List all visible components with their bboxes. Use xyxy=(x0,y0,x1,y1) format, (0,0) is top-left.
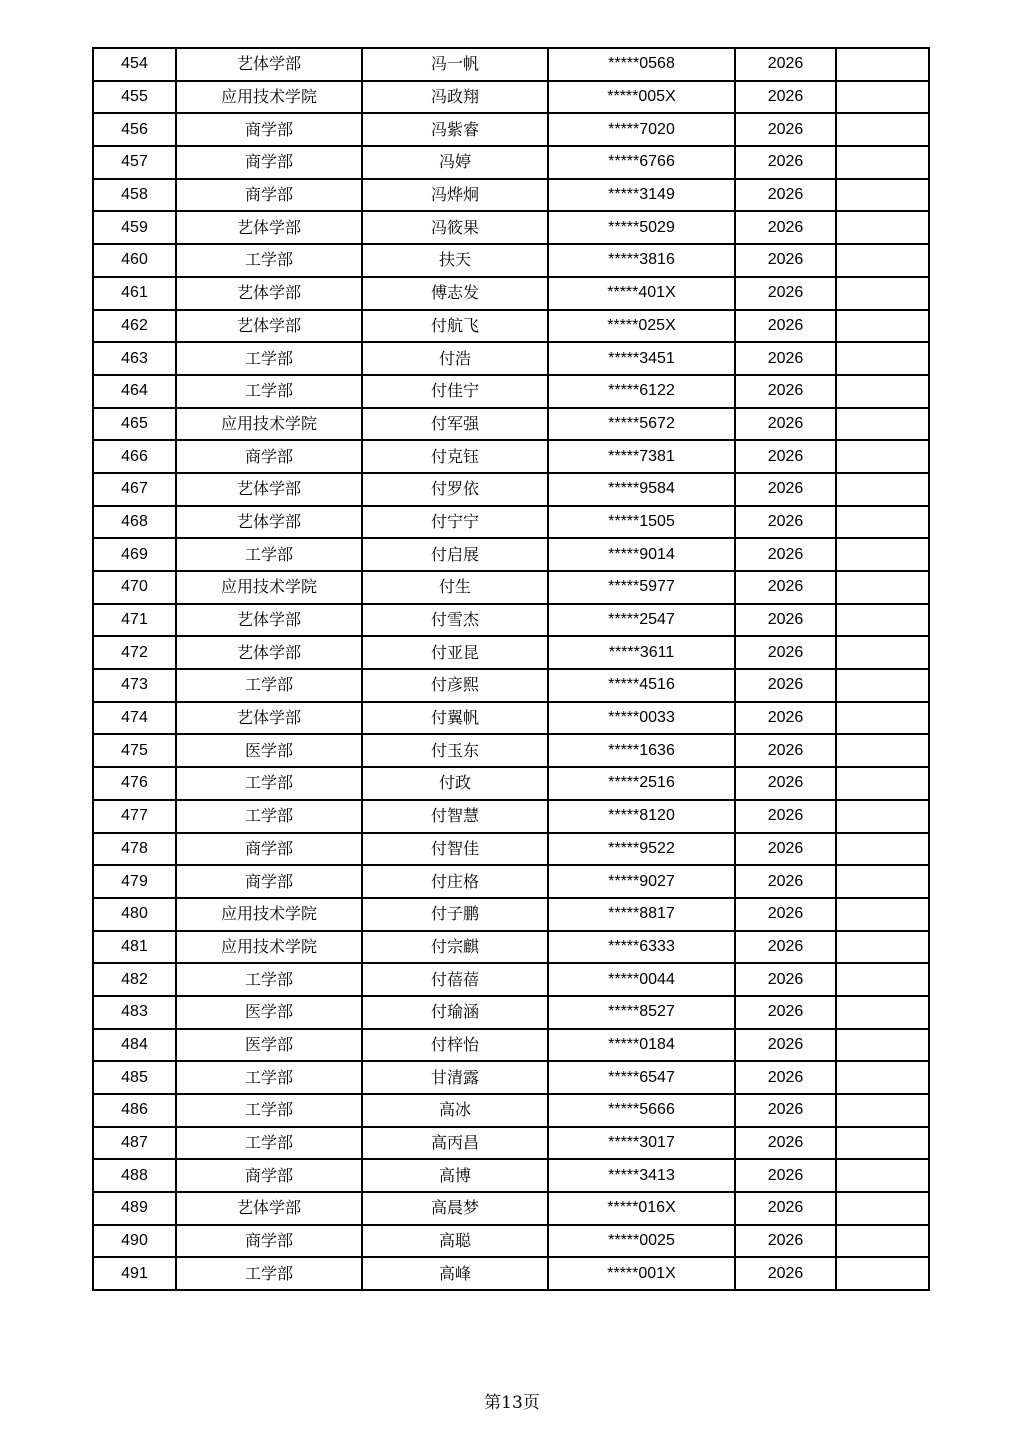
department-cell: 商学部 xyxy=(176,1159,362,1192)
department-cell: 医学部 xyxy=(176,734,362,767)
masked-id-cell: *****3413 xyxy=(548,1159,735,1192)
row-number-cell: 483 xyxy=(93,996,176,1029)
remark-cell xyxy=(836,1225,929,1258)
remark-cell xyxy=(836,767,929,800)
student-name-cell: 扶天 xyxy=(362,244,548,277)
remark-cell xyxy=(836,1094,929,1127)
remark-cell xyxy=(836,473,929,506)
row-number-cell: 462 xyxy=(93,310,176,343)
row-number-cell: 484 xyxy=(93,1029,176,1062)
masked-id-cell: *****6547 xyxy=(548,1061,735,1094)
row-number-cell: 467 xyxy=(93,473,176,506)
student-name-cell: 付浩 xyxy=(362,342,548,375)
masked-id-cell: *****7020 xyxy=(548,113,735,146)
table-row xyxy=(93,342,929,375)
student-name-cell: 冯政翔 xyxy=(362,81,548,114)
student-name-cell: 付宁宁 xyxy=(362,506,548,539)
year-cell: 2026 xyxy=(735,1127,836,1160)
remark-cell xyxy=(836,277,929,310)
table-row xyxy=(93,375,929,408)
table-row xyxy=(93,604,929,637)
remark-cell xyxy=(836,800,929,833)
remark-cell xyxy=(836,211,929,244)
department-cell: 艺体学部 xyxy=(176,48,362,81)
year-cell: 2026 xyxy=(735,865,836,898)
table-row xyxy=(93,734,929,767)
masked-id-cell: *****4516 xyxy=(548,669,735,702)
masked-id-cell: *****0184 xyxy=(548,1029,735,1062)
student-name-cell: 付玉东 xyxy=(362,734,548,767)
year-cell: 2026 xyxy=(735,931,836,964)
masked-id-cell: *****005X xyxy=(548,81,735,114)
year-cell: 2026 xyxy=(735,604,836,637)
year-cell: 2026 xyxy=(735,636,836,669)
student-name-cell: 付庄格 xyxy=(362,865,548,898)
masked-id-cell: *****0044 xyxy=(548,963,735,996)
table-row xyxy=(93,81,929,114)
masked-id-cell: *****2547 xyxy=(548,604,735,637)
table-row xyxy=(93,800,929,833)
remark-cell xyxy=(836,146,929,179)
student-name-cell: 付佳宁 xyxy=(362,375,548,408)
department-cell: 工学部 xyxy=(176,342,362,375)
table-row xyxy=(93,408,929,441)
row-number-cell: 466 xyxy=(93,440,176,473)
remark-cell xyxy=(836,244,929,277)
remark-cell xyxy=(836,1029,929,1062)
table-row xyxy=(93,1159,929,1192)
row-number-cell: 486 xyxy=(93,1094,176,1127)
year-cell: 2026 xyxy=(735,81,836,114)
year-cell: 2026 xyxy=(735,767,836,800)
row-number-cell: 487 xyxy=(93,1127,176,1160)
year-cell: 2026 xyxy=(735,669,836,702)
student-name-cell: 冯婷 xyxy=(362,146,548,179)
year-cell: 2026 xyxy=(735,277,836,310)
remark-cell xyxy=(836,342,929,375)
year-cell: 2026 xyxy=(735,1029,836,1062)
remark-cell xyxy=(836,931,929,964)
student-name-cell: 付梓怡 xyxy=(362,1029,548,1062)
year-cell: 2026 xyxy=(735,375,836,408)
table-row xyxy=(93,1192,929,1225)
row-number-cell: 473 xyxy=(93,669,176,702)
student-name-cell: 付克钰 xyxy=(362,440,548,473)
remark-cell xyxy=(836,440,929,473)
masked-id-cell: *****6766 xyxy=(548,146,735,179)
table-row xyxy=(93,1257,929,1290)
student-name-cell: 付蓓蓓 xyxy=(362,963,548,996)
student-name-cell: 付宗麒 xyxy=(362,931,548,964)
masked-id-cell: *****3149 xyxy=(548,179,735,212)
student-name-cell: 高峰 xyxy=(362,1257,548,1290)
remark-cell xyxy=(836,996,929,1029)
department-cell: 应用技术学院 xyxy=(176,408,362,441)
row-number-cell: 470 xyxy=(93,571,176,604)
masked-id-cell: *****5029 xyxy=(548,211,735,244)
department-cell: 艺体学部 xyxy=(176,506,362,539)
year-cell: 2026 xyxy=(735,538,836,571)
masked-id-cell: *****025X xyxy=(548,310,735,343)
student-name-cell: 付雪杰 xyxy=(362,604,548,637)
row-number-cell: 488 xyxy=(93,1159,176,1192)
table-row xyxy=(93,146,929,179)
row-number-cell: 464 xyxy=(93,375,176,408)
masked-id-cell: *****3017 xyxy=(548,1127,735,1160)
year-cell: 2026 xyxy=(735,179,836,212)
table-row xyxy=(93,702,929,735)
masked-id-cell: *****0568 xyxy=(548,48,735,81)
remark-cell xyxy=(836,669,929,702)
student-name-cell: 高丙昌 xyxy=(362,1127,548,1160)
table-row xyxy=(93,1061,929,1094)
table-row xyxy=(93,244,929,277)
masked-id-cell: *****8120 xyxy=(548,800,735,833)
row-number-cell: 455 xyxy=(93,81,176,114)
masked-id-cell: *****2516 xyxy=(548,767,735,800)
table-row xyxy=(93,996,929,1029)
row-number-cell: 457 xyxy=(93,146,176,179)
masked-id-cell: *****3451 xyxy=(548,342,735,375)
table-row xyxy=(93,440,929,473)
remark-cell xyxy=(836,571,929,604)
table-row xyxy=(93,963,929,996)
department-cell: 商学部 xyxy=(176,440,362,473)
year-cell: 2026 xyxy=(735,1192,836,1225)
row-number-cell: 490 xyxy=(93,1225,176,1258)
masked-id-cell: *****016X xyxy=(548,1192,735,1225)
row-number-cell: 491 xyxy=(93,1257,176,1290)
table-row xyxy=(93,931,929,964)
year-cell: 2026 xyxy=(735,1061,836,1094)
table-row xyxy=(93,277,929,310)
year-cell: 2026 xyxy=(735,898,836,931)
masked-id-cell: *****3816 xyxy=(548,244,735,277)
remark-cell xyxy=(836,865,929,898)
student-name-cell: 付瑜涵 xyxy=(362,996,548,1029)
student-name-cell: 冯一帆 xyxy=(362,48,548,81)
table-row xyxy=(93,669,929,702)
row-number-cell: 478 xyxy=(93,833,176,866)
table-row xyxy=(93,538,929,571)
department-cell: 工学部 xyxy=(176,767,362,800)
row-number-cell: 472 xyxy=(93,636,176,669)
department-cell: 艺体学部 xyxy=(176,310,362,343)
student-name-cell: 付子鹏 xyxy=(362,898,548,931)
student-name-cell: 高晨梦 xyxy=(362,1192,548,1225)
table-row xyxy=(93,179,929,212)
student-name-cell: 付政 xyxy=(362,767,548,800)
remark-cell xyxy=(836,1127,929,1160)
table-row xyxy=(93,211,929,244)
department-cell: 艺体学部 xyxy=(176,1192,362,1225)
row-number-cell: 461 xyxy=(93,277,176,310)
row-number-cell: 463 xyxy=(93,342,176,375)
masked-id-cell: *****001X xyxy=(548,1257,735,1290)
row-number-cell: 465 xyxy=(93,408,176,441)
student-name-cell: 高聪 xyxy=(362,1225,548,1258)
remark-cell xyxy=(836,538,929,571)
year-cell: 2026 xyxy=(735,211,836,244)
table-row xyxy=(93,898,929,931)
masked-id-cell: *****9014 xyxy=(548,538,735,571)
year-cell: 2026 xyxy=(735,800,836,833)
remark-cell xyxy=(836,1192,929,1225)
table-row xyxy=(93,1094,929,1127)
year-cell: 2026 xyxy=(735,1257,836,1290)
remark-cell xyxy=(836,1257,929,1290)
department-cell: 工学部 xyxy=(176,1127,362,1160)
masked-id-cell: *****8527 xyxy=(548,996,735,1029)
student-name-cell: 高博 xyxy=(362,1159,548,1192)
page-number: 第13页 xyxy=(484,1393,540,1413)
department-cell: 应用技术学院 xyxy=(176,81,362,114)
department-cell: 艺体学部 xyxy=(176,604,362,637)
masked-id-cell: *****5977 xyxy=(548,571,735,604)
year-cell: 2026 xyxy=(735,734,836,767)
department-cell: 应用技术学院 xyxy=(176,571,362,604)
student-name-cell: 付军强 xyxy=(362,408,548,441)
masked-id-cell: *****9522 xyxy=(548,833,735,866)
student-name-cell: 付亚昆 xyxy=(362,636,548,669)
table-row xyxy=(93,48,929,81)
department-cell: 医学部 xyxy=(176,996,362,1029)
student-name-cell: 冯烨炯 xyxy=(362,179,548,212)
remark-cell xyxy=(836,179,929,212)
row-number-cell: 471 xyxy=(93,604,176,637)
remark-cell xyxy=(836,48,929,81)
year-cell: 2026 xyxy=(735,342,836,375)
student-name-cell: 付航飞 xyxy=(362,310,548,343)
remark-cell xyxy=(836,81,929,114)
masked-id-cell: *****1505 xyxy=(548,506,735,539)
masked-id-cell: *****6122 xyxy=(548,375,735,408)
row-number-cell: 468 xyxy=(93,506,176,539)
department-cell: 工学部 xyxy=(176,1061,362,1094)
year-cell: 2026 xyxy=(735,244,836,277)
masked-id-cell: *****401X xyxy=(548,277,735,310)
year-cell: 2026 xyxy=(735,1094,836,1127)
row-number-cell: 489 xyxy=(93,1192,176,1225)
remark-cell xyxy=(836,408,929,441)
row-number-cell: 456 xyxy=(93,113,176,146)
masked-id-cell: *****7381 xyxy=(548,440,735,473)
masked-id-cell: *****8817 xyxy=(548,898,735,931)
year-cell: 2026 xyxy=(735,310,836,343)
row-number-cell: 480 xyxy=(93,898,176,931)
department-cell: 工学部 xyxy=(176,375,362,408)
masked-id-cell: *****5666 xyxy=(548,1094,735,1127)
department-cell: 商学部 xyxy=(176,865,362,898)
department-cell: 商学部 xyxy=(176,833,362,866)
masked-id-cell: *****0025 xyxy=(548,1225,735,1258)
masked-id-cell: *****9584 xyxy=(548,473,735,506)
student-name-cell: 付罗依 xyxy=(362,473,548,506)
student-name-cell: 傅志发 xyxy=(362,277,548,310)
student-name-cell: 冯紫睿 xyxy=(362,113,548,146)
year-cell: 2026 xyxy=(735,996,836,1029)
department-cell: 艺体学部 xyxy=(176,277,362,310)
row-number-cell: 469 xyxy=(93,538,176,571)
table-row xyxy=(93,833,929,866)
masked-id-cell: *****9027 xyxy=(548,865,735,898)
department-cell: 工学部 xyxy=(176,244,362,277)
masked-id-cell: *****0033 xyxy=(548,702,735,735)
table-row xyxy=(93,1127,929,1160)
department-cell: 商学部 xyxy=(176,113,362,146)
year-cell: 2026 xyxy=(735,473,836,506)
year-cell: 2026 xyxy=(735,113,836,146)
masked-id-cell: *****3611 xyxy=(548,636,735,669)
year-cell: 2026 xyxy=(735,408,836,441)
student-name-cell: 付翼帆 xyxy=(362,702,548,735)
table-row xyxy=(93,1225,929,1258)
remark-cell xyxy=(836,898,929,931)
row-number-cell: 482 xyxy=(93,963,176,996)
department-cell: 工学部 xyxy=(176,538,362,571)
row-number-cell: 485 xyxy=(93,1061,176,1094)
table-row xyxy=(93,571,929,604)
department-cell: 应用技术学院 xyxy=(176,898,362,931)
masked-id-cell: *****1636 xyxy=(548,734,735,767)
row-number-cell: 454 xyxy=(93,48,176,81)
department-cell: 工学部 xyxy=(176,1094,362,1127)
year-cell: 2026 xyxy=(735,146,836,179)
department-cell: 艺体学部 xyxy=(176,473,362,506)
roster-body xyxy=(93,48,929,1290)
masked-id-cell: *****6333 xyxy=(548,931,735,964)
student-roster-table xyxy=(92,47,930,1291)
remark-cell xyxy=(836,963,929,996)
department-cell: 艺体学部 xyxy=(176,702,362,735)
department-cell: 艺体学部 xyxy=(176,636,362,669)
remark-cell xyxy=(836,734,929,767)
student-name-cell: 付智佳 xyxy=(362,833,548,866)
year-cell: 2026 xyxy=(735,963,836,996)
table-row xyxy=(93,767,929,800)
table-row xyxy=(93,865,929,898)
department-cell: 医学部 xyxy=(176,1029,362,1062)
row-number-cell: 460 xyxy=(93,244,176,277)
row-number-cell: 474 xyxy=(93,702,176,735)
row-number-cell: 475 xyxy=(93,734,176,767)
remark-cell xyxy=(836,310,929,343)
remark-cell xyxy=(836,113,929,146)
department-cell: 商学部 xyxy=(176,179,362,212)
row-number-cell: 481 xyxy=(93,931,176,964)
department-cell: 艺体学部 xyxy=(176,211,362,244)
row-number-cell: 479 xyxy=(93,865,176,898)
remark-cell xyxy=(836,1061,929,1094)
table-row xyxy=(93,636,929,669)
department-cell: 应用技术学院 xyxy=(176,931,362,964)
remark-cell xyxy=(836,636,929,669)
year-cell: 2026 xyxy=(735,702,836,735)
table-row xyxy=(93,1029,929,1062)
remark-cell xyxy=(836,604,929,637)
table-row xyxy=(93,310,929,343)
student-name-cell: 付生 xyxy=(362,571,548,604)
department-cell: 商学部 xyxy=(176,146,362,179)
remark-cell xyxy=(836,506,929,539)
table-row xyxy=(93,473,929,506)
year-cell: 2026 xyxy=(735,506,836,539)
student-name-cell: 付启展 xyxy=(362,538,548,571)
department-cell: 商学部 xyxy=(176,1225,362,1258)
remark-cell xyxy=(836,375,929,408)
student-name-cell: 付彦熙 xyxy=(362,669,548,702)
student-name-cell: 高冰 xyxy=(362,1094,548,1127)
remark-cell xyxy=(836,702,929,735)
remark-cell xyxy=(836,833,929,866)
year-cell: 2026 xyxy=(735,571,836,604)
department-cell: 工学部 xyxy=(176,963,362,996)
year-cell: 2026 xyxy=(735,48,836,81)
table-row xyxy=(93,506,929,539)
year-cell: 2026 xyxy=(735,440,836,473)
year-cell: 2026 xyxy=(735,1225,836,1258)
masked-id-cell: *****5672 xyxy=(548,408,735,441)
row-number-cell: 459 xyxy=(93,211,176,244)
department-cell: 工学部 xyxy=(176,1257,362,1290)
year-cell: 2026 xyxy=(735,833,836,866)
remark-cell xyxy=(836,1159,929,1192)
row-number-cell: 458 xyxy=(93,179,176,212)
table-row xyxy=(93,113,929,146)
year-cell: 2026 xyxy=(735,1159,836,1192)
department-cell: 工学部 xyxy=(176,800,362,833)
student-name-cell: 甘清露 xyxy=(362,1061,548,1094)
student-name-cell: 冯筱果 xyxy=(362,211,548,244)
row-number-cell: 476 xyxy=(93,767,176,800)
student-name-cell: 付智慧 xyxy=(362,800,548,833)
row-number-cell: 477 xyxy=(93,800,176,833)
department-cell: 工学部 xyxy=(176,669,362,702)
